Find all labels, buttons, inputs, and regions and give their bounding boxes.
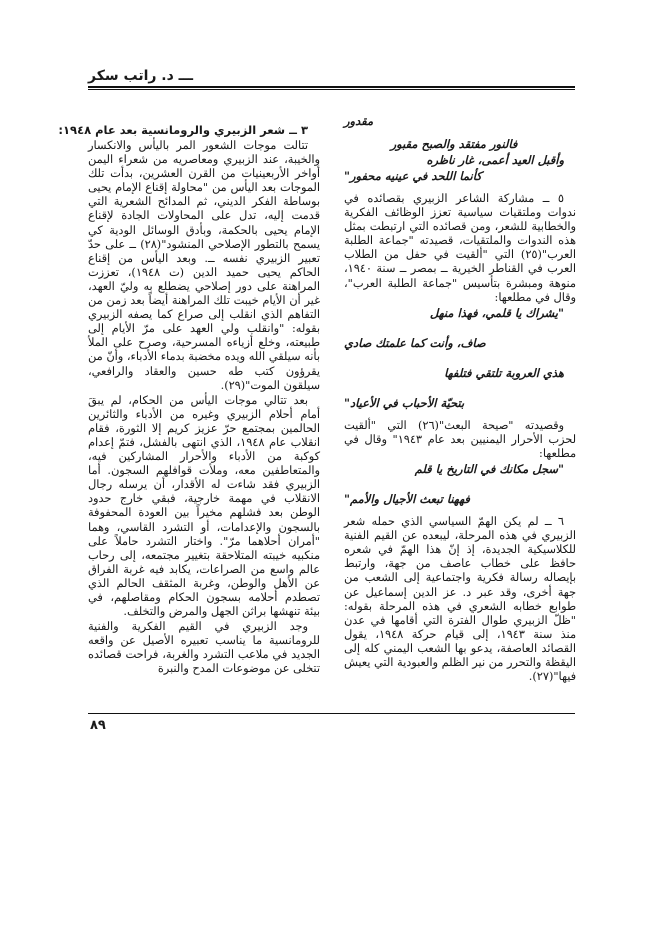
paragraph-left-2: بعد تتالي موجات اليأس من الحكام، لم يبقَ أمام أحلام الزبيري وغيره من الأدباء والثائرين الحالمين بمجتمع حرّ عزيز كريم إلا الثورة، فقام انقلاب عام ١٩٤٨، الذي انتهى بالفشل، فتمّ إعدام كوكبة من الأدباء والأحرار المشاركين فيه، والمتعاطفين معه، وملأت قوافلهم السجون. أما الزبيري فقد شاءت له الأقدار، أن يرسله رجال الانقلاب في مهمة خارجية، فبقي خارج حدود الوطن بعد فشلهم مخيراً بين العودة المحفوفة بالسجون والإعدامات، أو التشرد القاسي، وهما "أمران أحلاهما مرّ". واختار التشرد حاملاً على منكبيه خيبته المتلاحقة بتغيير مجتمعه، إلى رحاب عالم واسع من الصراعات، يكابد فيه غربة الفراق عن الأهل والوطن، وغربة المثقف الحالم الذي تصطدم أحلامه بسجون الحكام ومقاصلهم، في بيئة تنهشها براثن الجهل والمرض والتخلف.	[88, 393, 321, 619]
verse-line-5: صاف، وأنت كما علمتك صادي	[344, 335, 486, 350]
right-column	[344, 114, 576, 685]
verse-line-6: هذي العروبة تلتقي فتلفها	[444, 365, 564, 380]
verse-line-8: "سجل مكانك في التاريخ يا قلم	[414, 462, 564, 477]
paragraph-left-1: تتالت موجات الشعور المر باليأس والانكسار والخيبة، عند الزبيري ومعاصريه من شعراء اليمن أواخر الأربعينيات من القرن العشرين، بدأت تلك الموجات بعد اليأس من "محاولة إقناع الإمام يحيى بوساطة الفكر الديني، ثم المدائح الشعرية التي قدمت إليه، تدل على المحاولات الجادة لإقناع الإمام يحيى بالحكمة، وبأدق الوسائل الودية كي يسمح بالتطور الإصلاحي المنشود"(٢٨) ــ على حدّ تعبير الزبيري نفسه ــ. وبعد اليأس من إقناع الحاكم يحيى حميد الدين (ت ١٩٤٨)، تعززت المراهنة على دور إصلاحي يضطلع به وليّ العهد، غير أن الأيام خيبت تلك المراهنة أيضاً بعد زمن من التفاهم الذي انقلب إلى صراع كما يصفه الزبيري بقوله: "وانقلب ولي العهد على مرّ الأيام إلى طبيعته، وخلع أزياءه المسرحية، وصرح على الملأ بأنه سيلقي الله ويده مخضبة بدماء الأدباء، وأنّ من يقرؤون كتب طه حسين والعقاد والرافعي، سيلقون الموت"(٢٩).	[88, 139, 321, 392]
verse-line-9: فههنا تبعث الأجيال والأمم"	[344, 492, 470, 507]
page-number: ٨٩	[90, 718, 106, 733]
paragraph-sayhat-albaath: وقصيدته "صيحة البعث"(٢٦) التي "ألقيت لحزب الأحرار اليمنيين بعد عام ١٩٤٣" وقال في مطلعها:	[344, 418, 577, 460]
verse-line-2: وأقبل العيد أعمى، غار ناظره	[426, 153, 564, 167]
verse-intro-word: مقدور	[344, 114, 374, 128]
verse-line-7: بتحيّة الأحباب في الأعياد"	[344, 395, 465, 410]
verse-line-4: "يشراك يا قلمي، فهذا منهل	[429, 305, 564, 320]
paragraph-6: ٦ ــ لم يكن الهمّ السياسي الذي حمله شعر الزبيري في هذه المرحلة، ليبعده عن القيم الفنية للكلاسيكية الجديدة، إذ إنّ هذا الهمّ في شعره حافظ على خطاب عاصف من جهة، وارتبط بإيصاله رسالة فكرية واجتماعية إلى الشعب من جهة أخرى، وقد عبر د. عز الدين إسماعيل عن طوابع خطابه الشعري في هذه المرحلة بقوله: "ظلّ الزبيري طوال الفترة التي أقامها في عدن منذ سنة ١٩٤٣، إلى قيام حركة ١٩٤٨، يقول القصائد العاصفة، يدعو بها الشعب اليمني كله إلى اليقظة والتحرر من نير الظلم والعبودية التي يعيش فيها"(٢٧).	[344, 515, 576, 684]
paragraph-left-3: وجد الزبيري في القيم الفكرية والفنية للرومانسية ما يناسب تعبيره الأصيل عن واقعه الجديد في ملاعب التشرد والغربة، فراحت قصائده تتخلى عن موضوعات المدح والنبرة	[88, 620, 320, 676]
header-rule-thin	[88, 89, 575, 90]
verse-line-1: فالنور مفتقد والصبح مقبور	[390, 137, 518, 151]
verse-line-3: كأنما اللحد في عينيه محفور"	[344, 169, 482, 183]
header-rule	[88, 86, 575, 88]
section-title: ٣ ــ شعر الزبيري والرومانسية بعد عام ١٩٤٨:	[58, 123, 308, 137]
running-header-author: ـــ د. راتب سكر	[88, 68, 194, 84]
paragraph-5: ٥ ــ مشاركة الشاعر الزبيري بقصائده في ندوات وملتقيات سياسية تعزز الوظائف الفكرية والخطابية للشعر، ومن قصائده التي ارتبطت بمثل هذه الندوات والملتقيات، قصيدته "جماعة الطلبة العرب"(٢٥) التي "ألقيت في حفل من الطلاب العرب في القناطر الخيرية ــ بمصر ــ سنة ١٩٤٠، منوهة ومبشرة بتأسيس "جماعة الطلبة العرب"، وقال في مطلعها:	[344, 192, 576, 304]
left-column	[58, 123, 321, 678]
footer-rule	[88, 713, 575, 714]
